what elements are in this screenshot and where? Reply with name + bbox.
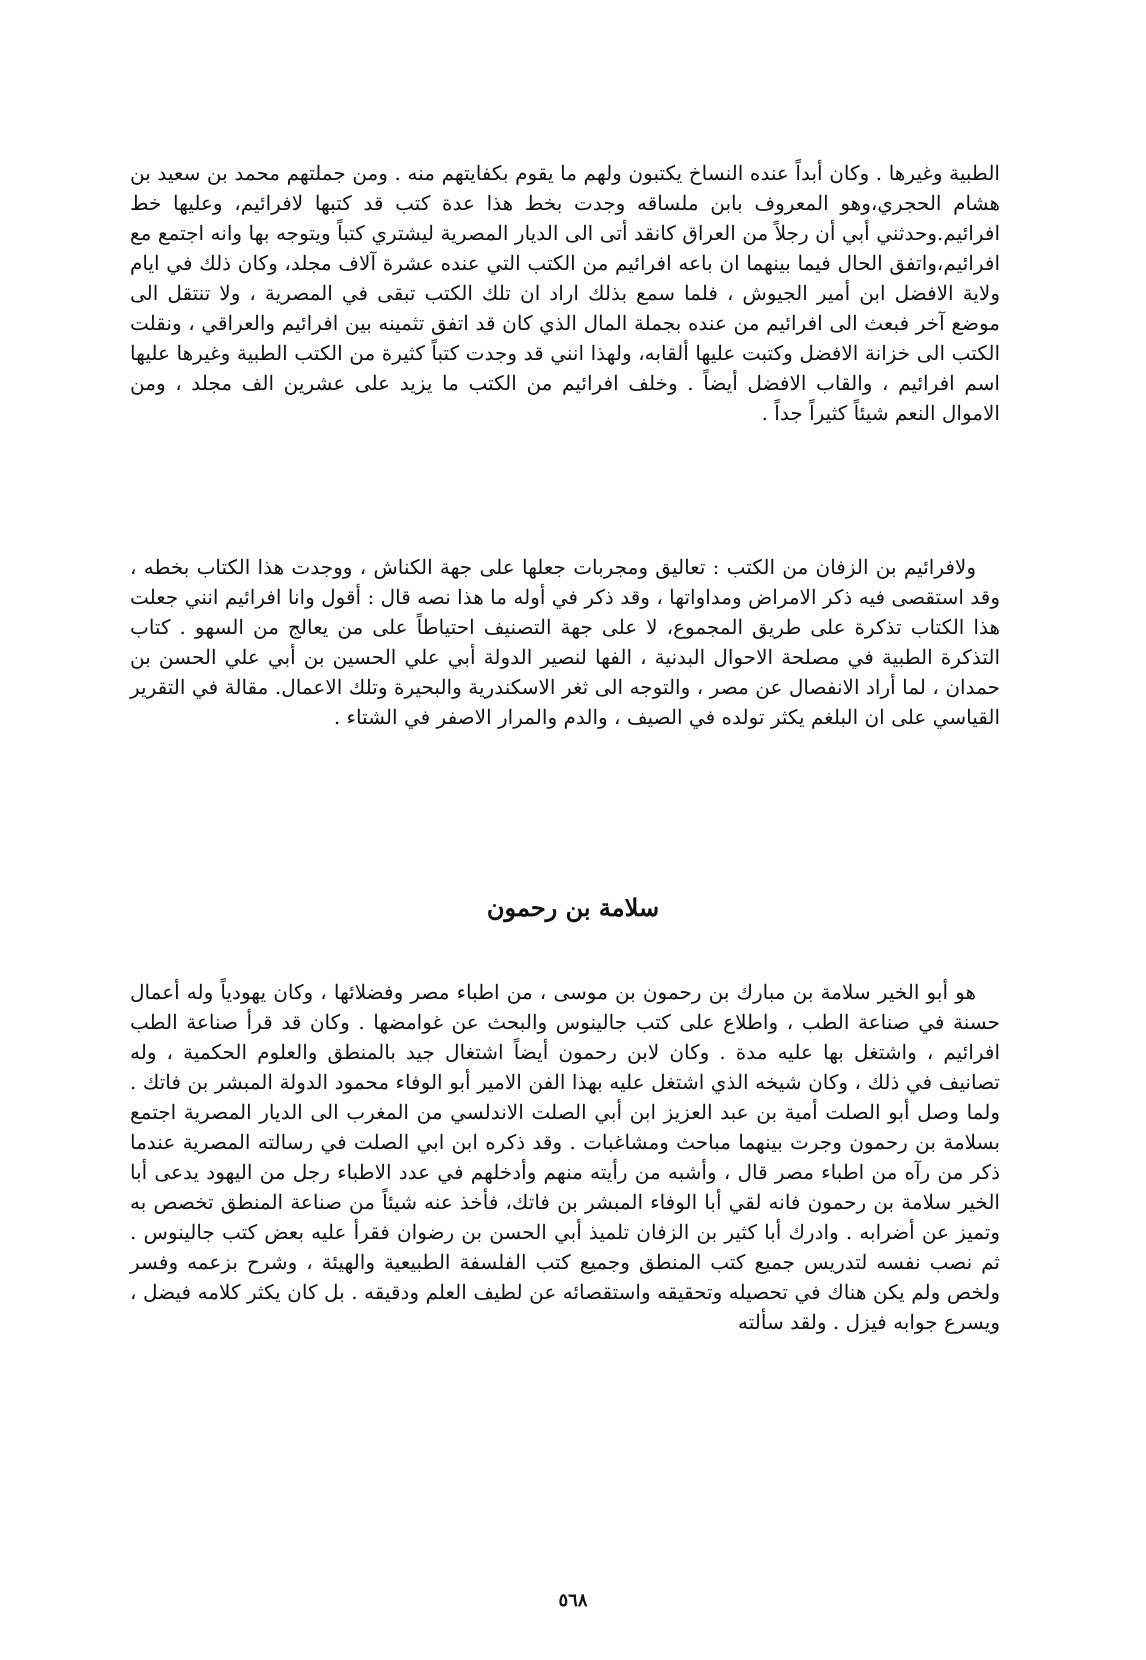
text-block-bottom (130, 977, 1000, 1337)
text-block-middle (130, 552, 1000, 732)
paragraph-efraim-library: الطبية وغيرها . وكان أبداً عنده النساخ يكتبون ولهم ما يقوم بكفايتهم منه . ومن جملتهم محمد بن سعيد بن هشام الحجري،وهو المعروف بابن ملساقه وجدت بخط هذا عدة كتب قد كتبها لافرائيم، وعليها خط افرائيم.وحدثني أبي أن رجلاً من العراق كانقد أتى الى الديار المصرية ليشتري كتباً ويتوجه بها وانه اجتمع مع افرائيم،واتفق الحال فيما بينهما ان باعه افرائيم من الكتب التي عنده عشرة آلاف مجلد، وكان ذلك في ايام ولاية الافضل ابن أمير الجيوش ، فلما سمع بذلك اراد ان تلك الكتب تبقى في المصرية ، ولا تنتقل الى موضع آخر فبعث الى افرائيم من عنده بجملة المال الذي كان قد اتفق تثمينه بين افرائيم والعراقي ، ونقلت الكتب الى خزانة الافضل وكتبت عليها ألقابه، ولهذا انني قد وجدت كتباً كثيرة من الكتب الطبية وغيرها عليها اسم افرائيم ، والقاب الافضل أيضاً . وخلف افرائيم من الكتب ما يزيد على عشرين الف مجلد ، ومن الاموال النعم شيئاً كثيراً جداً . (130, 161, 1000, 425)
text-block-top (130, 158, 1000, 428)
section-heading: سلامة بن رحمون (486, 893, 660, 922)
paragraph-salama-biography: هو أبو الخير سلامة بن مبارك بن رحمون بن موسى ، من اطباء مصر وفضلائها ، وكان يهودياً وله أعمال حسنة في صناعة الطب ، واطلاع على كتب جالينوس والبحث عن غوامضها . وكان قد قرأ صناعة الطب افرائيم ، واشتغل بها عليه مدة . وكان لابن رحمون أيضاً اشتغال جيد بالمنطق والعلوم الحكمية ، وله تصانيف في ذلك ، وكان شيخه الذي اشتغل عليه بهذا الفن الامير أبو الوفاء محمود الدولة المبشر بن فاتك . ولما وصل أبو الصلت أمية بن عبد العزيز ابن أبي الصلت الاندلسي من المغرب الى الديار المصرية اجتمع بسلامة بن رحمون وجرت بينهما مباحث ومشاغبات . وقد ذكره ابن ابي الصلت في رسالته المصرية عندما ذكر من رآه من اطباء مصر قال ، وأشبه من رأيته منهم وأدخلهم في عدد الاطباء رجل من اليهود يدعى أبا الخير سلامة بن رحمون فانه لقي أبا الوفاء المبشر بن فاتك، فأخذ عنه شيئاً من صناعة المنطق تخصص به وتميز عن أضرابه . وادرك أبا كثير بن الزفان تلميذ أبي الحسن بن رضوان فقرأ عليه بعض كتب جالينوس . ثم نصب نفسه لتدريس جميع كتب المنطق وجميع كتب الفلسفة الطبيعية والهيئة ، وشرح بزعمه وفسر ولخص ولم يكن هناك في تحصيله وتحقيقه واستقصائه عن لطيف العلم ودقيقه . بل كان يكثر كلامه فيضل ، ويسرع جوابه فيزل . ولقد سألته (130, 980, 1000, 1334)
paragraph-efraim-books: ولافرائيم بن الزفان من الكتب : تعاليق ومجربات جعلها على جهة الكناش ، ووجدت هذا الكتاب بخطه ، وقد استقصى فيه ذكر الامراض ومداواتها ، وقد ذكر في أوله ما هذا نصه قال : أقول وانا افرائيم انني جعلت هذا الكتاب تذكرة على طريق المجموع، لا على جهة التصنيف احتياطاً على من يعالج من السهو . كتاب التذكرة الطبية في مصلحة الاحوال البدنية ، الفها لنصير الدولة أبي علي الحسين بن أبي علي الحسن بن حمدان ، لما أراد الانفصال عن مصر ، والتوجه الى ثغر الاسكندرية والبحيرة وتلك الاعمال. مقالة في التقرير القياسي على ان البلغم يكثر تولده في الصيف ، والدم والمرار الاصفر في الشتاء . (130, 555, 1001, 729)
page-number: ٥٦٨ (558, 1590, 588, 1611)
